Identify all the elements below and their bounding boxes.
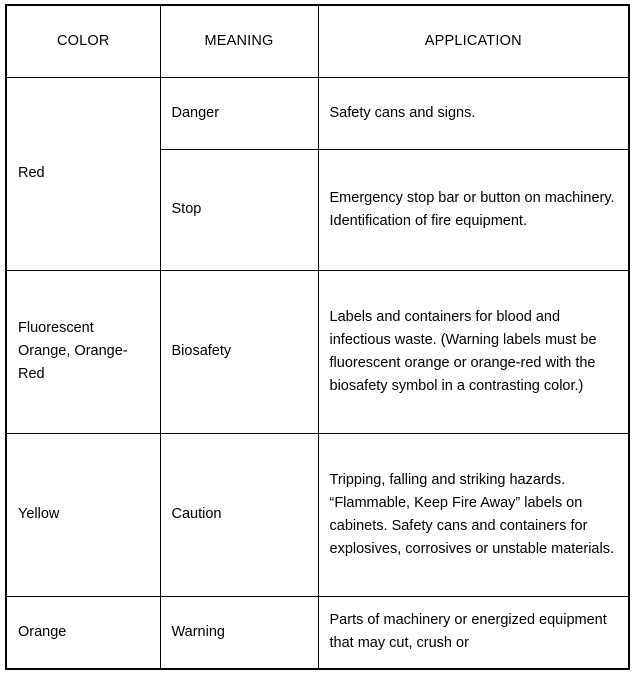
cell-application-caution: Tripping, falling and striking hazards. “Flammable, Keep Fire Away” labels on cabinets. Safety cans and containers for explosives, corrosives or unstable materials. bbox=[318, 433, 629, 596]
cell-color-orange: Orange bbox=[6, 596, 160, 669]
cell-color-fluorescent-orange: Fluorescent Orange, Orange-Red bbox=[6, 270, 160, 433]
cell-color-yellow: Yellow bbox=[6, 433, 160, 596]
table-row-fluorescent-orange bbox=[6, 270, 629, 433]
header-color: COLOR bbox=[6, 5, 160, 77]
cell-meaning-caution: Caution bbox=[160, 433, 318, 596]
cell-meaning-warning: Warning bbox=[160, 596, 318, 669]
cell-color-red: Red bbox=[6, 77, 160, 270]
table-row-orange bbox=[6, 596, 629, 669]
cell-application-warning: Parts of machinery or energized equipment that may cut, crush or bbox=[318, 596, 629, 669]
cell-meaning-danger: Danger bbox=[160, 77, 318, 149]
cell-meaning-stop: Stop bbox=[160, 149, 318, 270]
cell-application-danger: Safety cans and signs. bbox=[318, 77, 629, 149]
cell-application-stop: Emergency stop bar or button on machinery. Identification of fire equipment. bbox=[318, 149, 629, 270]
header-meaning: MEANING bbox=[160, 5, 318, 77]
table-header-row bbox=[6, 5, 629, 77]
cell-meaning-biosafety: Biosafety bbox=[160, 270, 318, 433]
header-application: APPLICATION bbox=[318, 5, 629, 77]
cell-application-biosafety: Labels and containers for blood and infectious waste. (Warning labels must be fluorescent orange or orange-red with the biosafety symbol in a contrasting color.) bbox=[318, 270, 629, 433]
table-row-yellow bbox=[6, 433, 629, 596]
table-row-red-danger bbox=[6, 77, 629, 149]
safety-color-table bbox=[5, 4, 630, 670]
